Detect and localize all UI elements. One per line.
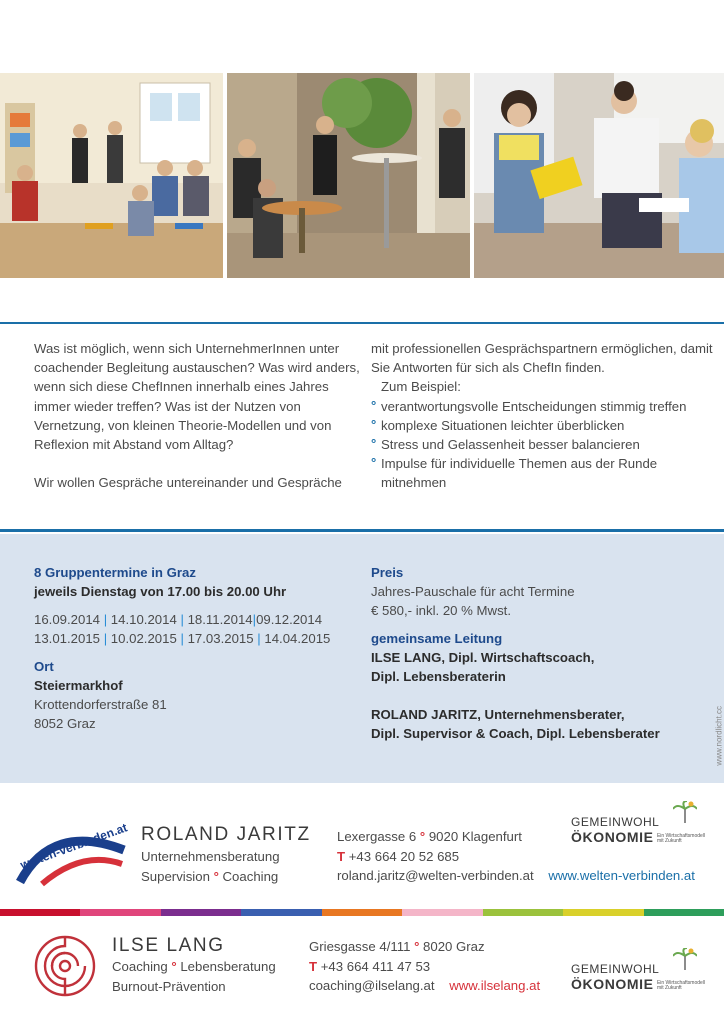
roland-name: ROLAND JARITZ [141, 824, 311, 845]
price-heading: Preis [371, 565, 404, 580]
schedule-heading: 8 Gruppentermine in Graz [34, 565, 196, 580]
location-venue: Steiermarkhof [34, 678, 123, 693]
schedule-column [34, 563, 354, 733]
leader-roland-title: Dipl. Supervisor & Coach, Dipl. Lebensberater [371, 726, 660, 741]
roland-email[interactable]: roland.jaritz@welten-verbinden.at [337, 868, 534, 883]
ilse-phone[interactable]: +43 664 411 47 53 [320, 958, 431, 974]
intro-right-column [371, 339, 716, 493]
gemeinwohl-logo-2: GEMEINWOHL ÖKONOMIE Ein Wirtschaftsmodell mit Zukunft [571, 962, 705, 992]
photo-group-discussion [474, 73, 724, 278]
date: 14.04.2015 [264, 631, 331, 646]
ilse-contact: Griesgasse 4/111 ° 8020 Graz T +43 664 411 47 53 coaching@ilselang.at www.ilselang.at [309, 939, 541, 993]
location-heading: Ort [34, 659, 54, 674]
ilse-email[interactable]: coaching@ilselang.at [309, 978, 435, 993]
color-stripe [0, 909, 724, 916]
palm-icon [673, 801, 697, 823]
gemeinwohl-logo: GEMEINWOHL ÖKONOMIE Ein Wirtschaftsmodell mit Zukunft [571, 815, 705, 845]
benefits-list [371, 397, 716, 493]
roland-city: 9020 Klagenfurt [428, 829, 522, 844]
location-street: Krottendorferstraße 81 [34, 697, 167, 712]
ilse-street: Griesgasse 4/111 [309, 939, 411, 954]
svg-text:welten-verbinden.at: welten-verbinden.at [18, 820, 130, 873]
date: 09.12.2014 [256, 612, 323, 627]
schedule-time: jeweils Dienstag von 17.00 bis 20.00 Uhr [34, 584, 287, 599]
price-line: Jahres-Pauschale für acht Termine [371, 584, 575, 599]
benefit-item: ° verantwortungsvolle Entscheidungen stimmig treffen [371, 397, 716, 416]
date: 10.02.2015 [110, 631, 177, 646]
intro-continuation: mit professionellen Gesprächspartnern ermöglichen, damit Sie Antworten für sich als ChefIn finden. [371, 341, 713, 376]
ilse-services: Coaching ° Lebensberatung Burnout-Prävention [112, 959, 276, 994]
palm-icon [673, 948, 697, 970]
rule-middle [0, 529, 724, 532]
date: 16.09.2014 [34, 612, 101, 627]
roland-website-link[interactable]: www.welten-verbinden.at [548, 868, 695, 883]
leader-ilse-title: Dipl. Lebensberaterin [371, 669, 506, 684]
benefit-item: ° Impulse für individuelle Themen aus der Runde mitnehmen [371, 454, 716, 492]
leader-ilse: ILSE LANG, Dipl. Wirtschaftscoach, [371, 650, 595, 665]
intro-paragraph-2: Wir wollen Gespräche untereinander und Gespräche [34, 475, 342, 491]
benefit-item: ° komplexe Situationen leichter überblicken [371, 416, 716, 435]
leader-roland: ROLAND JARITZ, Unternehmensberater, [371, 707, 625, 722]
rule-top [0, 322, 724, 324]
photo-coffee-break [227, 73, 470, 278]
date: 13.01.2015 [34, 631, 101, 646]
dates-row: 13.01.2015 | 10.02.2015 | 17.03.2015 | 14.04.2015 [34, 631, 331, 646]
intro-left-column [34, 339, 364, 511]
date: 17.03.2015 [187, 631, 254, 646]
designer-credit: www.nordlicht.cc [715, 706, 724, 766]
date: 18.11.2014 [187, 612, 253, 627]
date: 14.10.2014 [110, 612, 177, 627]
roland-street: Lexergasse 6 [337, 829, 417, 844]
location-city: 8052 Graz [34, 716, 96, 731]
ilse-name: ILSE LANG [112, 935, 225, 956]
welten-verbinden-logo [12, 812, 130, 888]
roland-service-1: Unternehmensberatung [141, 849, 280, 864]
ilse-city: 8020 Graz [423, 939, 485, 954]
leadership-heading: gemeinsame Leitung [371, 631, 503, 646]
intro-lead: Zum Beispiel: [381, 379, 461, 395]
photo-workshop-circle [0, 73, 223, 278]
roland-phone[interactable]: +43 664 20 52 685 [348, 848, 460, 864]
intro-paragraph: Was ist möglich, wenn sich UnternehmerInnen unter coachender Begleitung austauschen? Was wird anders, wenn sich diese ChefInnen innerhalb eines Jahres immer wieder treffen? Was ist der Nutzen von Vernetzung, von kleinen Theorie-Modellen und von Reflexion mit Abstand vom Alltag? [34, 341, 360, 453]
labyrinth-logo [33, 934, 97, 998]
dates-row: 16.09.2014 | 14.10.2014 | 18.11.2014|09.12.2014 [34, 612, 323, 627]
price-amount: € 580,- inkl. 20 % Mwst. [371, 603, 511, 618]
benefit-item: ° Stress und Gelassenheit besser balancieren [371, 435, 716, 454]
roland-contact: Lexergasse 6 ° 9020 Klagenfurt T +43 664 20 52 685 roland.jaritz@welten-verbinden.at www.welten-verbinden.at [337, 829, 695, 883]
roland-services: Unternehmensberatung Supervision ° Coaching [141, 849, 280, 884]
ilse-website-link[interactable]: www.ilselang.at [449, 978, 541, 993]
price-column [371, 563, 701, 743]
